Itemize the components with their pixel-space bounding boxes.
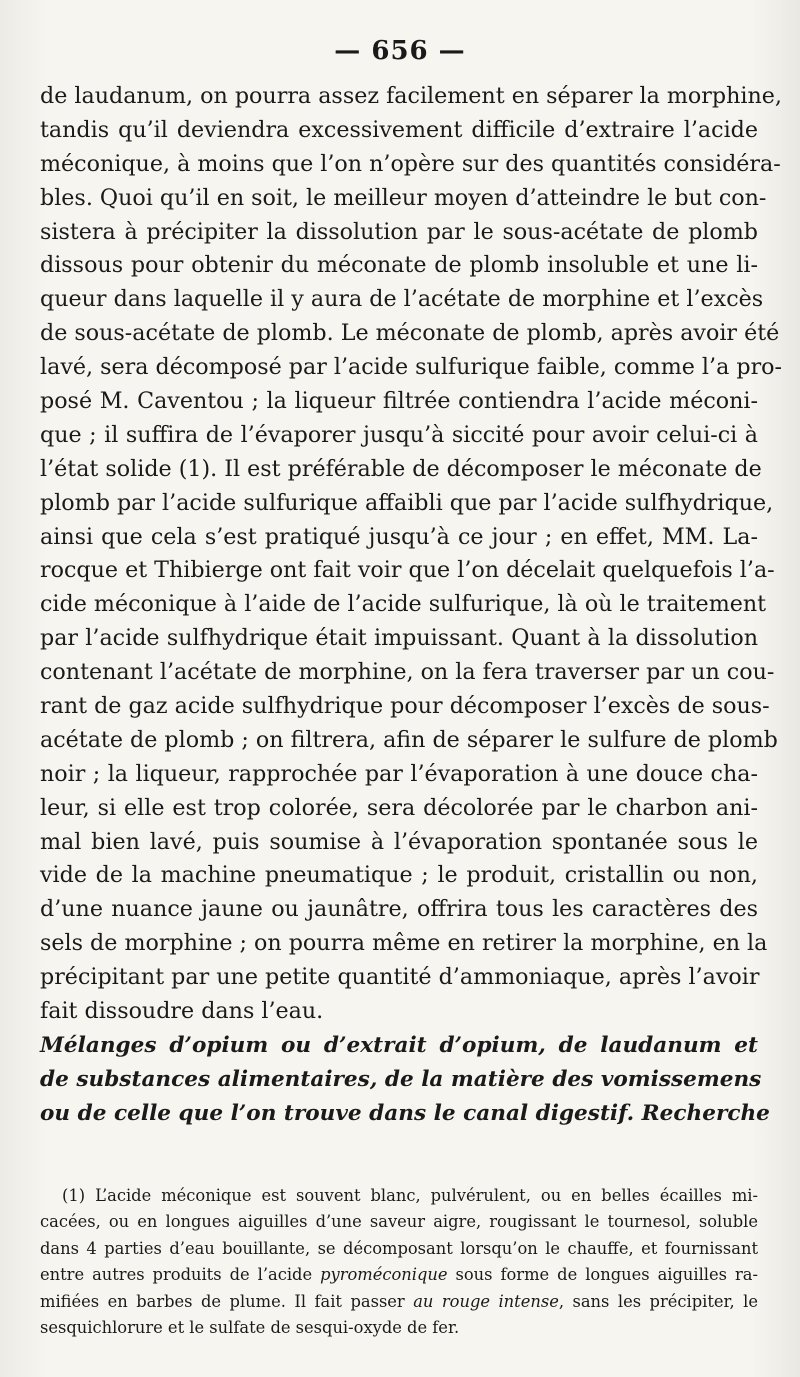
text-line: lavé, sera décomposé par l’acide sulfurique faible, comme l’a pro-: [40, 354, 783, 381]
text-line: cide méconique à l’aide de l’acide sulfurique, là où le traitement: [40, 591, 767, 618]
text-line: acétate de plomb ; on filtrera, afin de séparer le sulfure de plomb: [40, 726, 778, 753]
text-line: sistera à précipiter la dissolution par le sous-acétate de plomb: [40, 218, 758, 245]
text-line: par l’acide sulfhydrique était impuissant. Quant à la dissolution: [40, 625, 758, 652]
footnote: [40, 1183, 758, 1341]
footnote-line: [40, 1262, 758, 1288]
footnote-emphasis: au rouge intense: [413, 1291, 559, 1311]
text-line: sels de morphine ; on pourra même en retirer la morphine, en la: [40, 930, 768, 957]
footnote-text: entre autres produits de l’acide: [40, 1265, 321, 1285]
footnote-emphasis: pyroméconique: [320, 1265, 448, 1285]
footnote-line: (1) L’acide méconique est souvent blanc, pulvérulent, ou en belles écailles mi-: [62, 1186, 758, 1205]
text-line: précipitant par une petite quantité d’ammoniaque, après l’avoir: [40, 964, 760, 991]
footnote-line: sesquichlorure et le sulfate de sesqui-oxyde de fer.: [40, 1317, 460, 1337]
footnote-text: sous forme de longues aiguilles ra-: [447, 1265, 758, 1285]
text-line: ainsi que cela s’est pratiqué jusqu’à ce jour ; en effet, MM. La-: [40, 523, 758, 550]
main-text: [40, 80, 783, 1131]
footnote-text: mifiées en barbes de plume. Il fait passer: [40, 1291, 414, 1311]
text-line: vide de la machine pneumatique ; le produit, cristallin ou non,: [40, 862, 758, 889]
text-line: contenant l’acétate de morphine, on la fera traverser par un cou-: [40, 659, 775, 686]
section-heading-line: Mélanges d’opium ou d’extrait d’opium, de laudanum et: [40, 1032, 758, 1058]
text-line: méconique, à moins que l’on n’opère sur des quantités considéra-: [40, 150, 781, 177]
text-line: d’une nuance jaune ou jaunâtre, offrira tous les caractères des: [40, 896, 758, 923]
text-line: plomb par l’acide sulfurique affaibli que par l’acide sulfhydrique,: [40, 489, 774, 516]
text-line: rant de gaz acide sulfhydrique pour décomposer l’excès de sous-: [40, 693, 770, 720]
footnote-text: , sans les précipiter, le: [558, 1291, 758, 1311]
text-line: mal bien lavé, puis soumise à l’évaporation spontanée sous le: [40, 828, 758, 855]
text-line: de sous-acétate de plomb. Le méconate de plomb, après avoir été: [40, 320, 780, 347]
text-line: leur, si elle est trop colorée, sera décolorée par le charbon ani-: [40, 794, 758, 821]
section-heading-line: ou de celle que l’on trouve dans le canal digestif. Recherche: [40, 1100, 770, 1126]
text-line: de laudanum, on pourra assez facilement en séparer la morphine,: [40, 83, 782, 109]
text-line: queur dans laquelle il y aura de l’acétate de morphine et l’excès: [40, 286, 764, 313]
text-line: bles. Quoi qu’il en soit, le meilleur moyen d’atteindre le but con-: [40, 184, 767, 211]
footnote-line: dans 4 parties d’eau bouillante, se décomposant lorsqu’on le chauffe, et fournissant: [40, 1238, 758, 1258]
footnote-line: [40, 1289, 758, 1315]
text-line: fait dissoudre dans l’eau.: [40, 998, 324, 1025]
text-line: rocque et Thibierge ont fait voir que l’on décelait quelquefois l’a-: [40, 557, 775, 584]
footnote-line: cacées, ou en longues aiguilles d’une saveur aigre, rougissant le tournesol, soluble: [40, 1212, 758, 1232]
text-line: posé M. Caventou ; la liqueur filtrée contiendra l’acide méconi-: [40, 388, 758, 415]
section-heading-line: de substances alimentaires, de la matière des vomissemens: [40, 1066, 762, 1092]
text-line: l’état solide (1). Il est préférable de décomposer le méconate de: [40, 455, 762, 482]
text-line: tandis qu’il deviendra excessivement difficile d’extraire l’acide: [40, 116, 758, 143]
text-line: dissous pour obtenir du méconate de plomb insoluble et une li-: [40, 252, 758, 279]
text-line: noir ; la liqueur, rapprochée par l’évaporation à une douce cha-: [40, 760, 758, 787]
page-number: — 656 —: [334, 36, 466, 66]
text-line: que ; il suffira de l’évaporer jusqu’à siccité pour avoir celui-ci à: [40, 421, 758, 448]
